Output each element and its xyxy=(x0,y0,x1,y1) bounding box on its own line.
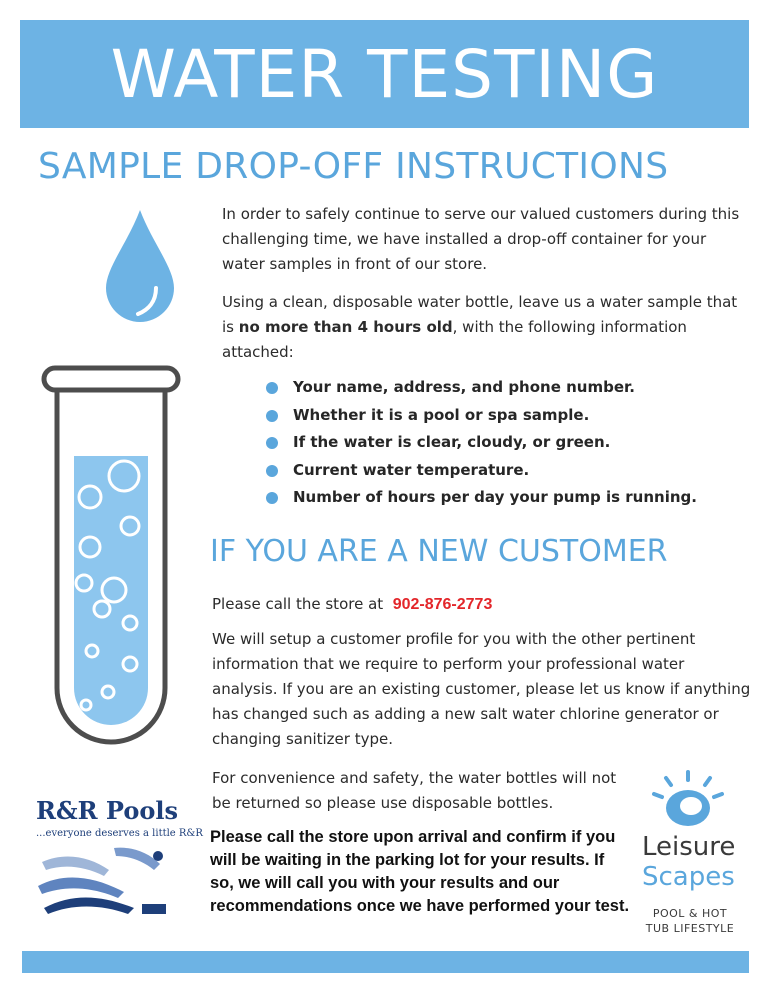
list-item xyxy=(266,457,697,485)
list-item xyxy=(266,402,697,430)
sample-instructions-end: , with the following information attached: xyxy=(222,318,687,361)
bullet-dot-icon xyxy=(266,465,278,477)
page-subtitle: SAMPLE DROP-OFF INSTRUCTIONS xyxy=(38,146,669,187)
swimmers-icon xyxy=(34,842,174,922)
leisure-scapes-line1: Leisure xyxy=(642,832,736,862)
rr-pools-logo-name: R&R Pools xyxy=(36,796,178,825)
leisure-scapes-tagline: POOL & HOT TUB LIFESTYLE xyxy=(645,907,735,935)
leisure-scapes-line2: Scapes xyxy=(642,862,735,892)
list-item xyxy=(266,429,697,457)
water-drop-icon xyxy=(106,210,174,322)
list-item xyxy=(266,484,697,512)
profile-paragraph: We will setup a customer profile for you with the other pertinent information that we require to perform your professional water analysis. If you are an existing customer, please let us know if anything has changed such as adding a new salt water chlorine generator or changing sanitizer type. xyxy=(212,630,751,748)
arrival-instructions: Please call the store upon arrival and confirm if you will be waiting in the parking lot for your results. If so, we will call you with your results and our recommendations once we have performed your test. xyxy=(210,828,630,915)
sample-instructions-start: Using a clean, disposable water bottle, leave us a water sample that is xyxy=(222,293,738,336)
list-item-text: Number of hours per day your pump is running. xyxy=(293,488,697,506)
test-tube-illustration xyxy=(40,210,190,770)
sample-age-emphasis: no more than 4 hours old xyxy=(238,318,453,336)
call-store-text: Please call the store at xyxy=(212,595,384,613)
test-tube-icon xyxy=(44,368,178,742)
footer-banner xyxy=(22,951,749,973)
bullet-dot-icon xyxy=(266,492,278,504)
bullet-dot-icon xyxy=(266,437,278,449)
list-item-text: Current water temperature. xyxy=(293,460,530,479)
sample-instructions xyxy=(222,290,742,365)
sun-icon xyxy=(648,770,728,834)
phone-number[interactable]: 902-876-2773 xyxy=(392,596,493,613)
header-banner xyxy=(20,20,749,128)
info-checklist xyxy=(266,374,697,512)
list-item xyxy=(266,374,697,402)
list-item-text: Whether it is a pool or spa sample. xyxy=(293,405,590,424)
list-item-text: Your name, address, and phone number. xyxy=(293,378,635,396)
rr-pools-tagline: ...everyone deserves a little R&R xyxy=(36,828,203,839)
intro-paragraph: In order to safely continue to serve our valued customers during this challenging time, we have installed a drop-off container for your water samples in front of our store. xyxy=(222,205,740,273)
call-store-line xyxy=(212,592,752,617)
bullet-dot-icon xyxy=(266,410,278,422)
new-customer-heading: IF YOU ARE A NEW CUSTOMER xyxy=(210,534,668,569)
convenience-paragraph: For convenience and safety, the water bottles will not be returned so please use disposable bottles. xyxy=(212,769,617,812)
leisure-scapes-logo-name xyxy=(642,832,735,892)
list-item-text: If the water is clear, cloudy, or green. xyxy=(293,433,611,451)
bullet-dot-icon xyxy=(266,382,278,394)
page-title: WATER TESTING xyxy=(110,35,659,113)
